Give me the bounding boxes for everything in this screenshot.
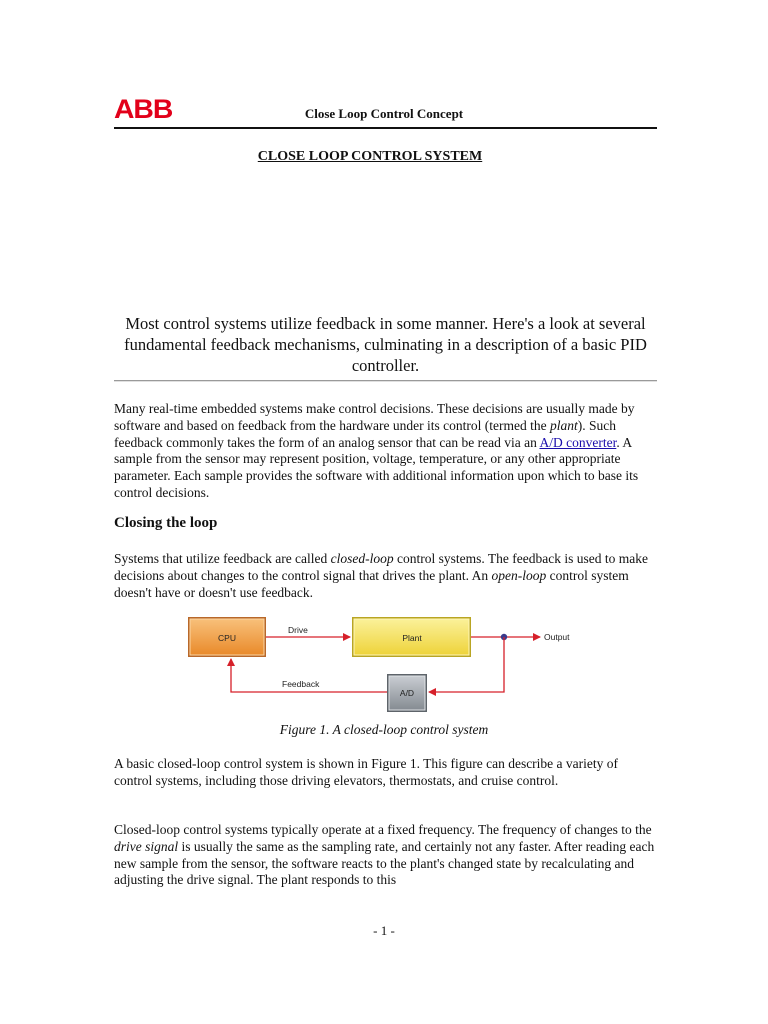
open-loop-term: open-loop [491,567,547,583]
abb-logo: ABB [114,94,173,124]
plant-block [352,617,471,657]
page-number: - 1 - [373,923,395,938]
cpu-block [188,617,266,657]
fixed-frequency-paragraph: Closed-loop control systems typically operate at a fixed frequency. The frequency of changes to the drive signal is usually the same as the sampling rate, and certainly not any faster. After reading each new sample from the sensor, the software reacts to the plant's changed state by recalculating and adjusting the drive signal. The plant responds to this [114,822,655,888]
lead-divider [114,380,657,382]
header-title: Close Loop Control Concept [304,106,464,121]
intro-paragraph: Many real-time embedded systems make control decisions. These decisions are usually made by software and based on feedback from the hardware under its control (termed the plant). Such feedback commonly takes the form of an analog sensor that can be read via an A/D converter. A sample from the sensor may represent position, voltage, temperature, or any other appropriate parameter. Each sample provides the software with additional information upon which to base its control decisions. [114,401,639,500]
cpu-label: CPU [218,633,236,643]
closed-loop-diagram [184,612,584,716]
figure-description-paragraph: A basic closed-loop control system is shown in Figure 1. This figure can describe a variety of control systems, including those driving elevators, thermostats, and cruise control. [114,756,619,788]
figure-caption: Figure 1. A closed-loop control system [279,722,489,737]
closed-loop-term: closed-loop [330,551,394,566]
ad-converter-link[interactable]: A/D converter [539,434,617,450]
closed-loop-paragraph: Systems that utilize feedback are called closed-loop control systems. The feedback is used to make decisions about changes to the control signal that drives the plant. An open-loop control system doesn't have or doesn't use feedback. [114,551,648,600]
lead-paragraph: Most control systems utilize feedback in some manner. Here's a look at several fundamental feedback mechanisms, culminating in a description of a basic PID controller. [124,314,647,375]
header-divider [114,127,657,129]
ad-label: A/D [399,688,415,698]
document-title: CLOSE LOOP CONTROL SYSTEM [257,149,483,164]
feedback-label: Feedback [282,679,320,689]
drive-label: Drive [288,625,308,635]
output-label: Output [544,632,570,642]
plant-term: plant [549,417,578,433]
ad-block [387,674,427,712]
plant-label: Plant [402,633,422,643]
section-heading: Closing the loop [114,515,218,531]
drive-signal-term: drive signal [114,838,179,854]
